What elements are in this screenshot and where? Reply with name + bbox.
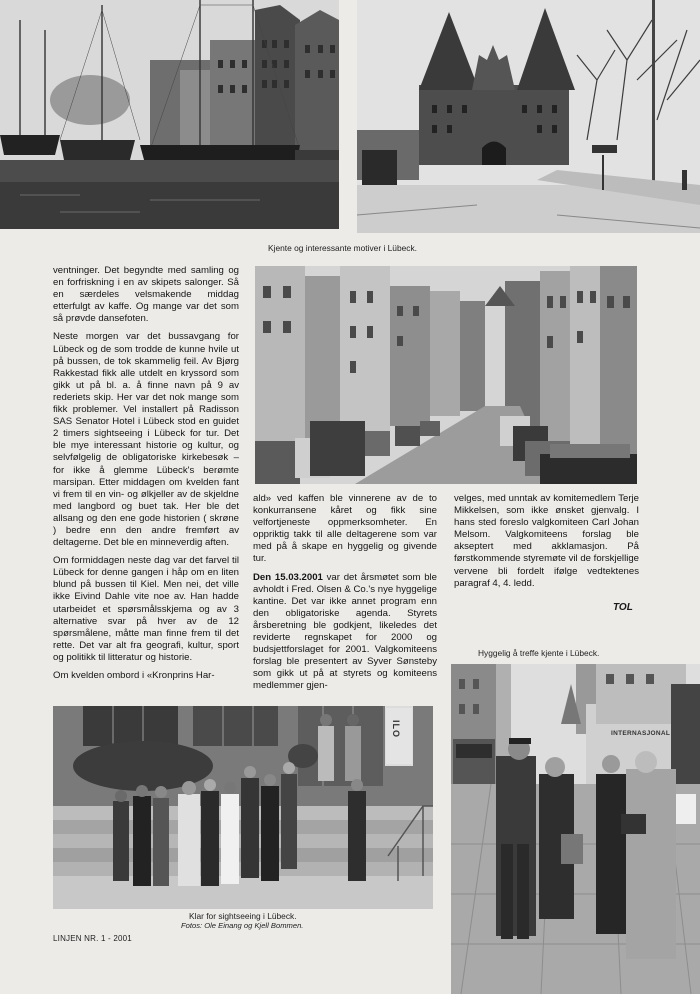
harbor-photo — [0, 0, 339, 229]
photo-credit: Fotos: Ole Einang og Kjell Bommen. — [181, 921, 304, 930]
author-signature: TOL — [613, 602, 633, 613]
left-paragraph-4: Om kvelden ombord i «Kronprins Har- — [53, 670, 215, 681]
left-text-column — [53, 265, 239, 684]
street-people-photo — [451, 664, 700, 994]
street-photo — [255, 266, 637, 484]
middle-text-column — [253, 493, 437, 695]
holstentor-photo — [357, 0, 700, 233]
right-paragraph: velges, med unntak av komitemedlem Terje Mikkelsen, som ikke ønsket gjenvalg. I hans sted foreslo valgkomiteen Carl Johan Melsom. Valgkomiteens forslag ble akseptert med akklamasjon. På førstkommende styremøte vil de forskjellige vervene bli fordelt ifølge vedtektenes paragraf 4, 4. ledd. — [454, 493, 639, 589]
bottom-photo-caption: Klar for sightseeing i Lübeck. — [189, 911, 297, 921]
meeting-date: Den 15.03.2001 — [253, 571, 323, 583]
middle-paragraph-2-text: var det årsmøtet som ble avholdt i Fred. Olsen & Co.'s nye hyggelige kantine. Det var ikke annet program enn den obligatoriske agenda. Styrets årsberetning ble godkjent, likeledes det reviderte regnskapet for 2000 og budsjettforslaget for 2001. Valgkomiteens forslag ble presentert av Syver Sønsteby som gikk ut på at styrets og komiteens medlemmer gjen- — [253, 571, 438, 692]
top-photo-caption: Kjente og interessante motiver i Lübeck. — [268, 243, 417, 253]
page-footer: LINJEN NR. 1 - 2001 — [53, 934, 132, 943]
middle-paragraph-1: ald» ved kaffen ble vinnerene av de to konkurransene kåret og fikk sine velfortjeneste oppmerksomheter. En oppriktig takk til alle deltagerene som var med på å skape en hyggelig og givende tur. — [253, 493, 437, 565]
middle-paragraph-2 — [253, 572, 437, 693]
left-paragraph-3: Om formiddagen neste dag var det farvel til Lübeck for denne gangen i håp om en liten blund på bussen til Kiel. Men nei, det ville ikke Eivind Dahle vite noe av. Han hadde utarbeidet et spørsmålsskjema og av 3 alternative svar på hver av de 12 spørsmålene, måtte man finne frem til det rette. Det var alt fra geografi, kultur, sport og politikk til litteratur og historie. — [53, 555, 239, 663]
right-photo-caption: Hyggelig å treffe kjente i Lübeck. — [478, 648, 600, 658]
right-text-column — [454, 493, 639, 592]
left-paragraph-2: Neste morgen var det bussavgang for Lübeck og de som trodde de kunne hvile ut på bussen, de tok skammelig feil. Av Bjørg Rakkestad fikk alle utdelt en kryssord som gikk ut på bl. a. å finne navn på 9 av rederiets skip. Her var det nok mange som fikk problemer. Vel installert på Radisson SAS Senator Hotel i Lübeck stod en guidet 2 timers sightseeing i Lübeck for tur. Det ble mye interessant historie og kultur, og selvfølgelig de obligatoriske kirkebesøk – for ikke å glemme Lübeck's berømte marsipan. Etter middagen om kvelden fant vi frem til en vin- og ølkjeller av de skjeldne med langbord og buet tak. Her ble det allsang og den ene gode historien ( skrøne ) bedre enn den andre fremført av deltagerne. Det ble en minneverdig aften. — [53, 331, 239, 549]
internasjonal-sign: INTERNASJONAL — [611, 730, 671, 737]
group-photo — [53, 706, 433, 909]
ilo-sign: ILO — [391, 720, 401, 738]
left-paragraph-1: ventninger. Det begyndte med samling og en forfriskning i en av skipets salonger. Så en særdeles velsmakende middag etterfulgt av kaffe. Og mange var det som så prøvde dansefoten. — [53, 265, 239, 325]
